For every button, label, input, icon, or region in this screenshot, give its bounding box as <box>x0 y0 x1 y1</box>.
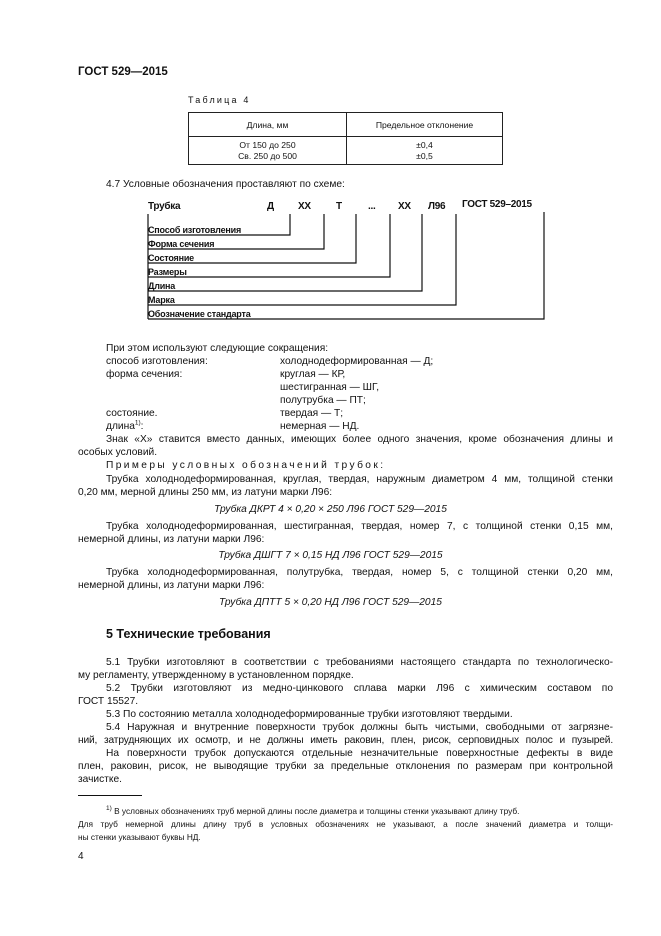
table-cell-deviation: ±0,5 <box>416 150 433 161</box>
scheme-size-code: ... <box>368 201 376 212</box>
paragraph-defects-line-2: плен, раковин, рисок, не выводящие трубки за предельные отклонения по размерам при контрольной <box>78 761 613 772</box>
znak-line-1: Знак «Х» ставится вместо данных, имеющих более одного значения, кроме обозначения длины и <box>106 434 613 445</box>
abbr-shape-label: форма сечения: <box>106 369 183 380</box>
scheme-label: Марка <box>148 295 175 305</box>
document-header: ГОСТ 529—2015 <box>78 66 168 78</box>
abbr-length-text: длина <box>106 421 135 432</box>
footnote-line-1 <box>106 805 519 818</box>
abbr-state-label: состояние. <box>106 408 158 419</box>
paragraph-5-4-line-2: ний, затрудняющих их осмотр, и не должны иметь раковин, плен, рисок, серповидных полос и пузырей. <box>78 735 613 746</box>
scheme-method-code: Д <box>267 201 274 212</box>
scheme-connector-lines <box>0 0 661 340</box>
paragraph-5-1-line-2: му регламенту, утвержденному в установленном порядке. <box>78 670 354 681</box>
footnote-marker: 1) <box>106 805 112 813</box>
scheme-label: Размеры <box>148 267 187 277</box>
abbr-shape-value: шестигранная — ШГ, <box>280 382 380 393</box>
abbr-method-value: холоднодеформированная — Д; <box>280 356 434 367</box>
abbr-state-value: твердая — Т; <box>280 408 344 419</box>
scheme-grade-code: Л96 <box>428 201 446 212</box>
scheme-standard-code: ГОСТ 529–2015 <box>462 199 532 210</box>
abbr-length-value: немерная — НД. <box>280 421 360 432</box>
table-header-deviation: Предельное отклонение <box>347 113 503 137</box>
table-cell-length: От 150 до 250 <box>239 139 296 150</box>
abbr-method-label: способ изготовления: <box>106 356 208 367</box>
example-3-designation: Трубка ДПТТ 5 × 0,20 НД Л96 ГОСТ 529—2015 <box>219 597 442 608</box>
paragraph-defects-line-1: На поверхности трубок допускаются отдельные незначительные поверхностные дефекты в виде <box>106 748 613 759</box>
znak-line-2: особых условий. <box>78 447 158 458</box>
example-2-designation: Трубка ДШГТ 7 × 0,15 НД Л96 ГОСТ 529—2015 <box>218 550 443 561</box>
scheme-label: Способ изготовления <box>148 225 242 235</box>
page-number: 4 <box>78 851 84 862</box>
table-cell-length: Св. 250 до 500 <box>238 150 297 161</box>
example-3-line-2: немерной длины, из латуни марки Л96: <box>78 580 265 591</box>
table-cell-deviation: ±0,4 <box>416 139 433 150</box>
scheme-shape-code: ХХ <box>298 201 311 212</box>
scheme-label: Обозначение стандарта <box>148 309 251 319</box>
footnote-ref: 1) <box>134 419 141 427</box>
table-header-length: Длина, мм <box>189 113 347 137</box>
abbr-length-label <box>106 420 144 433</box>
scheme-label: Длина <box>148 281 176 291</box>
paragraph-5-1-line-1: 5.1 Трубки изготовляют в соответствии с требованиями настоящего стандарта по технологическо- <box>106 657 613 668</box>
abbr-shape-value: круглая — КР, <box>280 369 346 380</box>
scheme-length-code: ХХ <box>398 201 411 212</box>
scheme-state-code: Т <box>336 201 342 212</box>
example-1-line-2: 0,20 мм, мерной длины 250 мм, из латуни марки Л96: <box>78 487 333 498</box>
scheme-label: Форма сечения <box>148 239 215 249</box>
footnote-line-2: Для труб немерной длины длину труб в условных обозначениях не указывают, а после значений диаметра и толщи- <box>78 819 613 829</box>
footnote-line-1-text: В условных обозначениях труб мерной длины после диаметра и толщины стенки указывают длину труб. <box>114 806 520 816</box>
example-2-line-2: немерной длины, из латуни марки Л96: <box>78 534 265 545</box>
example-2-line-1: Трубка холоднодеформированная, шестигранная, твердая, номер 7, с толщиной стенки 0,15 мм, <box>106 521 613 532</box>
table-caption: Таблица 4 <box>188 95 251 105</box>
scheme-product: Трубка <box>148 201 181 212</box>
abbr-shape-value: полутрубка — ПТ; <box>280 395 366 406</box>
paragraph-5-4-line-1: 5.4 Наружная и внутренние поверхности трубок должны быть чистыми, свободными от загрязне- <box>106 722 613 733</box>
footnote-divider <box>78 795 142 796</box>
abbr-length-colon: : <box>140 421 144 432</box>
paragraph-5-2-line-1: 5.2 Трубки изготовляют из медно-цинкового сплава марки Л96 с химическим составом по <box>106 683 613 694</box>
abbr-intro: При этом используют следующие сокращения: <box>106 343 329 354</box>
paragraph-5-2-line-2: ГОСТ 15527. <box>78 696 139 707</box>
examples-heading: Примеры условных обозначений трубок: <box>106 460 386 471</box>
example-1-designation: Трубка ДКРТ 4 × 0,20 × 250 Л96 ГОСТ 529—2015 <box>214 504 447 515</box>
example-3-line-1: Трубка холоднодеформированная, полутрубка, твердая, номер 5, с толщиной стенки 0,20 мм, <box>106 567 613 578</box>
paragraph-defects-line-3: зачистке. <box>78 774 122 785</box>
example-1-line-1: Трубка холоднодеформированная, круглая, твердая, наружным диаметром 4 мм, толщиной стенки <box>106 474 613 485</box>
paragraph-4-7: 4.7 Условные обозначения проставляют по схеме: <box>106 179 345 190</box>
footnote-line-3: ны стенки указывают буквы НД. <box>78 832 201 842</box>
section-5-title: 5 Технические требования <box>106 627 271 641</box>
scheme-label: Состояние <box>148 253 194 263</box>
paragraph-5-3: 5.3 По состоянию металла холоднодеформированные трубки изготовляют твердыми. <box>106 709 513 720</box>
